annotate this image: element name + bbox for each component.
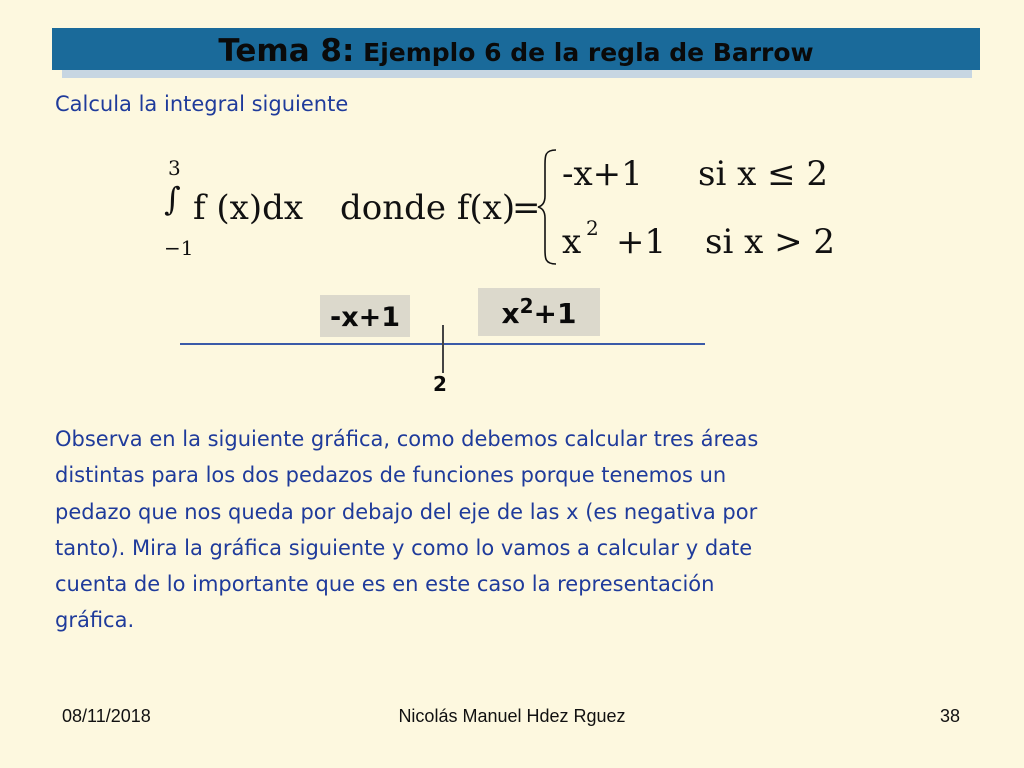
split-tick <box>442 325 444 373</box>
intro-text: Calcula la integral siguiente <box>55 92 349 116</box>
page-number: 38 <box>940 706 961 726</box>
paragraph-line: tanto). Mira la gráfica siguiente y como lo vamos a calcular y date <box>55 535 753 560</box>
right-piece-tail: +1 <box>533 297 577 330</box>
integral-formula <box>150 140 870 270</box>
integrand: f (x)dx <box>193 188 304 228</box>
title-subtitle: Ejemplo 6 de la regla de Barrow <box>354 38 814 67</box>
slide-title <box>52 28 980 70</box>
case1-expression: -x+1 <box>562 154 643 194</box>
footer-author: Nicolás Manuel Hdez Rguez <box>398 706 626 726</box>
donde-label: donde f(x) <box>340 188 516 228</box>
piecewise-brace <box>536 148 558 266</box>
explanation-paragraph <box>55 421 975 639</box>
case2-exponent: 2 <box>586 216 599 240</box>
case2-condition: si x > 2 <box>705 222 836 262</box>
title-main: Tema 8: <box>218 33 355 69</box>
upper-limit: 3 <box>168 156 181 180</box>
paragraph-line: cuenta de lo importante que es en este caso la representación <box>55 572 715 597</box>
paragraph-line: distintas para los dos pedazos de funciones porque tenemos un <box>55 463 727 488</box>
right-piece-label <box>478 288 600 336</box>
paragraph-line: pedazo que nos queda por debajo del eje de las x (es negativa por <box>55 499 758 524</box>
split-point-label: 2 <box>433 372 447 396</box>
integral-sign: ∫ <box>164 180 181 218</box>
paragraph-line: gráfica. <box>55 608 135 633</box>
left-piece-label: -x+1 <box>320 295 410 337</box>
right-piece-exponent: 2 <box>519 294 534 318</box>
case2-tail: +1 <box>616 222 667 262</box>
case2-base: x <box>562 222 582 262</box>
paragraph-line: Observa en la siguiente gráfica, como debemos calcular tres áreas <box>55 427 759 451</box>
footer-date: 08/11/2018 <box>62 706 151 726</box>
lower-limit: −1 <box>164 236 194 260</box>
right-piece-base: x <box>501 297 520 330</box>
case1-condition: si x ≤ 2 <box>698 154 829 194</box>
equals-sign: = <box>512 188 541 228</box>
